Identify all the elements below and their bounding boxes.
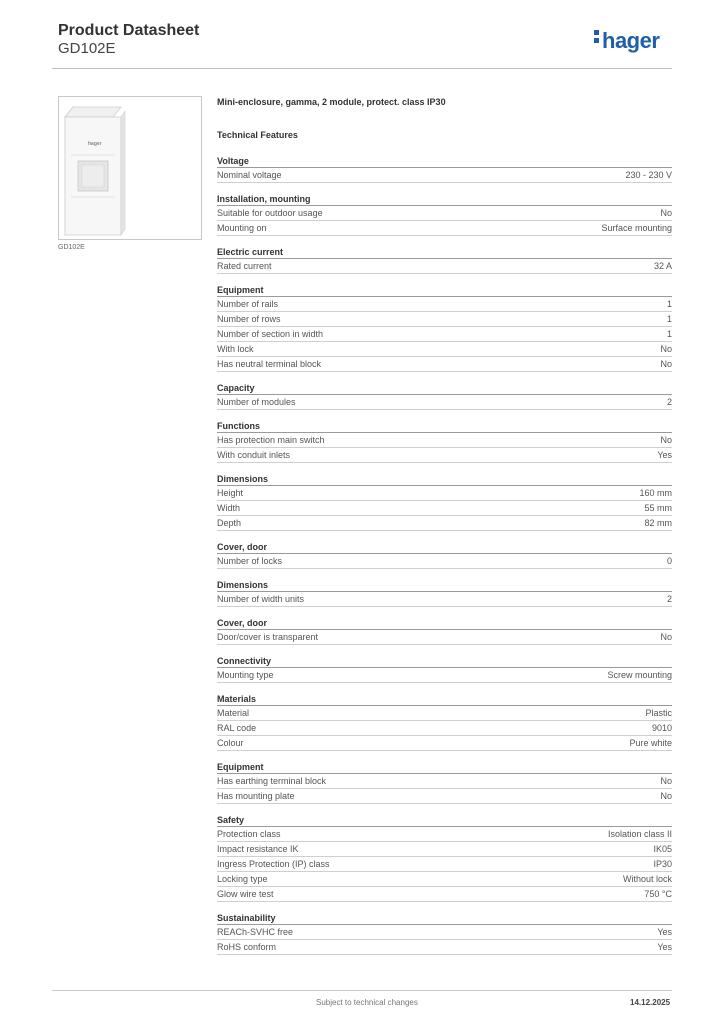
spec-row [217, 312, 672, 327]
section-spacer [217, 645, 672, 655]
spec-value: 1 [666, 329, 672, 339]
spec-row [217, 486, 672, 501]
spec-row [217, 706, 672, 721]
product-description: Mini-enclosure, gamma, 2 module, protect. class IP30 [217, 97, 446, 107]
spec-value: No [660, 632, 672, 642]
section-heading: Materials [217, 693, 672, 706]
spec-row [217, 668, 672, 683]
spec-label: Has neutral terminal block [217, 359, 322, 369]
spec-label: Door/cover is transparent [217, 632, 319, 642]
spec-label: Protection class [217, 829, 281, 839]
section-heading: Dimensions [217, 579, 672, 592]
spec-label: Number of width units [217, 594, 305, 604]
section-heading: Capacity [217, 382, 672, 395]
spec-value: No [660, 776, 672, 786]
spec-label: Number of rows [217, 314, 281, 324]
footer-note: Subject to technical changes [316, 998, 418, 1007]
spec-row [217, 221, 672, 236]
spec-section [217, 814, 672, 902]
spec-value: IK05 [653, 844, 672, 854]
section-spacer [217, 804, 672, 814]
spec-row [217, 168, 672, 183]
spec-section [217, 246, 672, 274]
spec-value: 750 °C [644, 889, 672, 899]
section-heading: Functions [217, 420, 672, 433]
spec-value: Yes [657, 927, 672, 937]
spec-label: Rated current [217, 261, 272, 271]
spec-value: Surface mounting [601, 223, 672, 233]
spec-value: 160 mm [639, 488, 672, 498]
section-spacer [217, 751, 672, 761]
spec-value: IP30 [653, 859, 672, 869]
spec-section [217, 382, 672, 410]
footer-divider [52, 990, 672, 991]
spec-row [217, 736, 672, 751]
spec-label: REACh-SVHC free [217, 927, 294, 937]
spec-value: 2 [666, 594, 672, 604]
section-spacer [217, 902, 672, 912]
spec-label: Mounting on [217, 223, 267, 233]
spec-row [217, 925, 672, 940]
spec-value: 82 mm [644, 518, 672, 528]
spec-row [217, 774, 672, 789]
spec-section [217, 284, 672, 372]
section-heading: Electric current [217, 246, 672, 259]
spec-value: 0 [666, 556, 672, 566]
spec-value: No [660, 208, 672, 218]
spec-label: Has protection main switch [217, 435, 325, 445]
spec-label: Has mounting plate [217, 791, 295, 801]
spec-label: Depth [217, 518, 242, 528]
section-heading: Sustainability [217, 912, 672, 925]
spec-label: Number of section in width [217, 329, 324, 339]
spec-label: Number of locks [217, 556, 283, 566]
spec-row [217, 827, 672, 842]
section-spacer [217, 607, 672, 617]
enclosure-brand-label: hager [88, 141, 102, 147]
spec-value: Pure white [629, 738, 672, 748]
spec-value: 230 - 230 V [625, 170, 672, 180]
spec-row [217, 516, 672, 531]
spec-row [217, 342, 672, 357]
enclosure-illustration-icon [59, 97, 201, 239]
section-heading: Voltage [217, 155, 672, 168]
section-heading: Equipment [217, 761, 672, 774]
spec-row [217, 857, 672, 872]
section-spacer [217, 410, 672, 420]
spec-value: 1 [666, 299, 672, 309]
spec-row [217, 592, 672, 607]
spec-section [217, 420, 672, 463]
section-heading: Connectivity [217, 655, 672, 668]
section-heading: Dimensions [217, 473, 672, 486]
spec-value: Without lock [622, 874, 672, 884]
spec-value: No [660, 344, 672, 354]
spec-label: Material [217, 708, 250, 718]
spec-section [217, 473, 672, 531]
page-title: Product Datasheet [58, 22, 200, 39]
section-spacer [217, 683, 672, 693]
spec-label: With conduit inlets [217, 450, 291, 460]
section-heading: Installation, mounting [217, 193, 672, 206]
logo-colon-icon [594, 27, 599, 46]
image-caption: GD102E [58, 244, 85, 251]
spec-row [217, 630, 672, 645]
section-spacer [217, 463, 672, 473]
technical-features-heading: Technical Features [217, 130, 298, 140]
spec-row [217, 789, 672, 804]
spec-section [217, 579, 672, 607]
spec-label: RAL code [217, 723, 257, 733]
product-image [58, 96, 202, 240]
spec-label: Colour [217, 738, 244, 748]
spec-label: Height [217, 488, 244, 498]
spec-row [217, 887, 672, 902]
spec-label: Ingress Protection (IP) class [217, 859, 330, 869]
section-heading: Cover, door [217, 541, 672, 554]
spec-value: No [660, 359, 672, 369]
logo-text: hager [602, 28, 660, 53]
spec-section [217, 155, 672, 183]
section-spacer [217, 372, 672, 382]
section-spacer [217, 236, 672, 246]
spec-row [217, 259, 672, 274]
spec-row [217, 206, 672, 221]
spec-value: Plastic [645, 708, 672, 718]
product-code: GD102E [58, 40, 116, 57]
spec-value: No [660, 791, 672, 801]
spec-row [217, 327, 672, 342]
spec-value: 55 mm [644, 503, 672, 513]
footer-date: 14.12.2025 [630, 998, 671, 1007]
spec-row [217, 433, 672, 448]
spec-label: With lock [217, 344, 254, 354]
hager-logo [594, 28, 659, 54]
spec-value: 2 [666, 397, 672, 407]
spec-value: No [660, 435, 672, 445]
spec-label: Number of modules [217, 397, 296, 407]
spec-row [217, 448, 672, 463]
spec-row [217, 842, 672, 857]
section-heading: Safety [217, 814, 672, 827]
spec-section [217, 693, 672, 751]
spec-value: 9010 [651, 723, 672, 733]
spec-row [217, 721, 672, 736]
section-spacer [217, 183, 672, 193]
spec-section [217, 193, 672, 236]
spec-table [217, 155, 672, 955]
spec-label: Glow wire test [217, 889, 274, 899]
spec-label: RoHS conform [217, 942, 277, 952]
section-spacer [217, 531, 672, 541]
spec-value: 32 A [653, 261, 672, 271]
spec-label: Has earthing terminal block [217, 776, 327, 786]
spec-row [217, 395, 672, 410]
spec-value: Screw mounting [607, 670, 672, 680]
spec-label: Impact resistance IK [217, 844, 299, 854]
spec-value: Yes [657, 450, 672, 460]
spec-label: Locking type [217, 874, 268, 884]
spec-section [217, 655, 672, 683]
spec-section [217, 912, 672, 955]
spec-row [217, 872, 672, 887]
spec-row [217, 940, 672, 955]
spec-label: Width [217, 503, 241, 513]
spec-label: Number of rails [217, 299, 279, 309]
spec-value: Yes [657, 942, 672, 952]
spec-section [217, 761, 672, 804]
spec-value: Isolation class II [607, 829, 672, 839]
spec-section [217, 541, 672, 569]
spec-label: Mounting type [217, 670, 274, 680]
spec-label: Suitable for outdoor usage [217, 208, 323, 218]
header-divider [52, 68, 672, 69]
spec-label: Nominal voltage [217, 170, 282, 180]
section-heading: Cover, door [217, 617, 672, 630]
spec-row [217, 357, 672, 372]
spec-section [217, 617, 672, 645]
section-spacer [217, 274, 672, 284]
spec-value: 1 [666, 314, 672, 324]
section-heading: Equipment [217, 284, 672, 297]
spec-row [217, 297, 672, 312]
section-spacer [217, 569, 672, 579]
spec-row [217, 554, 672, 569]
spec-row [217, 501, 672, 516]
